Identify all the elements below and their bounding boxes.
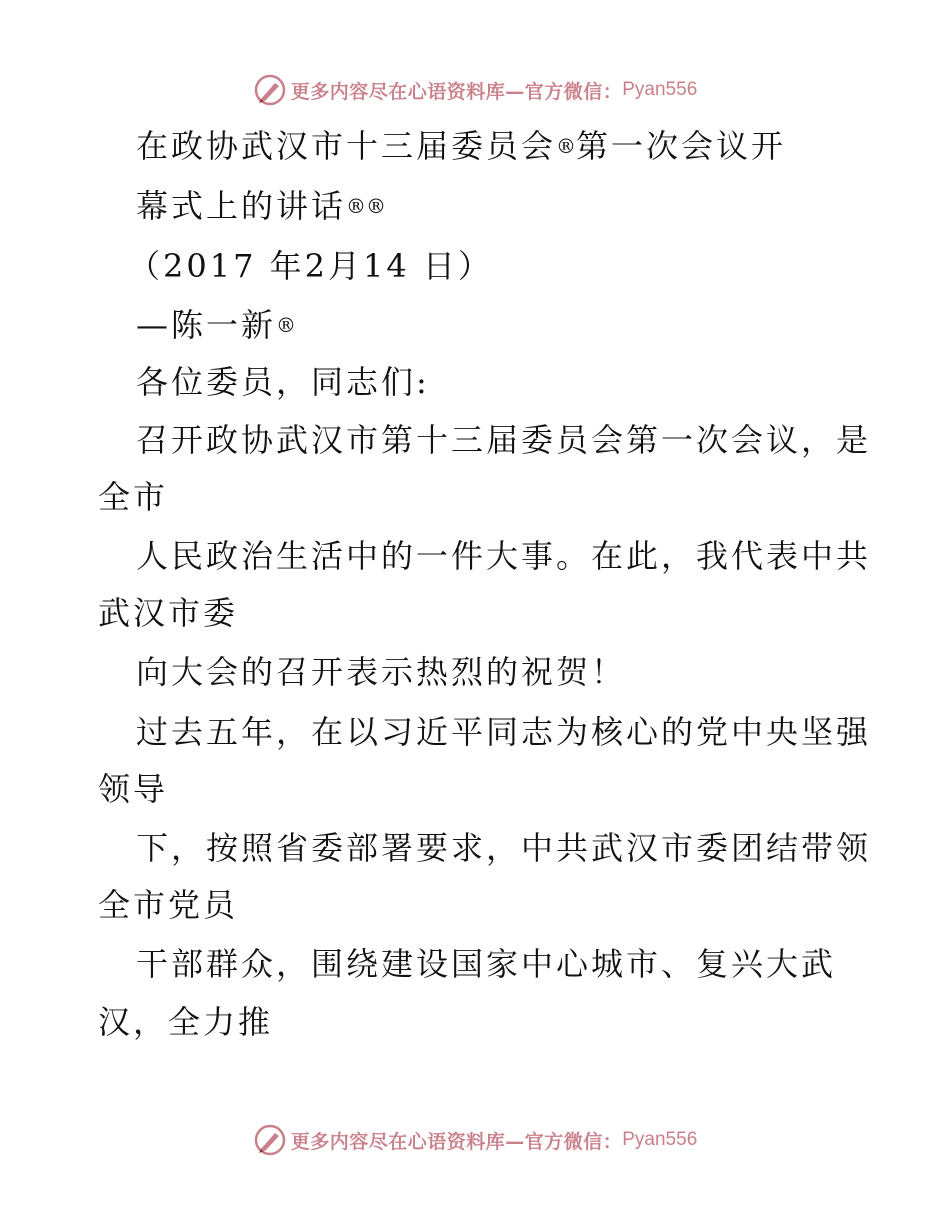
title-line-1: 在政协武汉市十三届委员会®第一次会议开 [136, 127, 787, 165]
paragraph-line: 干部群众，围绕建设国家中心城市、复兴大武 [136, 945, 837, 983]
registered-mark: ® [366, 194, 387, 218]
paragraph-line: 召开政协武汉市第十三届委员会第一次会议，是 [136, 421, 872, 459]
paragraph-line: 人民政治生活中的一件大事。在此，我代表中共 [136, 537, 872, 575]
watermark-text: 更多内容尽在心语资料库—官方微信： [290, 1130, 623, 1153]
speaker-line: —陈一新® [136, 306, 297, 344]
watermark-footer [0, 1120, 950, 1160]
registered-mark: ® [346, 194, 367, 218]
paragraph-line: 领导 [98, 770, 169, 808]
paragraph-line: 全市党员 [98, 886, 239, 924]
registered-mark: ® [276, 313, 297, 337]
pen-logo-icon [253, 73, 287, 107]
paragraph-line: 向大会的召开表示热烈的祝贺！ [136, 653, 627, 691]
watermark-id: Pyan556 [622, 1129, 698, 1150]
paragraph-line: 武汉市委 [98, 594, 239, 632]
watermark-text: 更多内容尽在心语资料库—官方微信： [290, 80, 623, 103]
watermark-id: Pyan556 [622, 79, 698, 100]
watermark-header [0, 70, 950, 110]
paragraph-line: 过去五年，在以习近平同志为核心的党中央坚强 [136, 713, 872, 751]
paragraph-line: 各位委员，同志们: [136, 363, 430, 401]
paragraph-line: 全市 [98, 478, 169, 516]
pen-logo-icon [253, 1123, 287, 1157]
paragraph-line: 汉，全力推 [98, 1003, 274, 1041]
speech-date: （2017 年2月14 日） [128, 247, 493, 285]
title-line-2: 幕式上的讲话®® [136, 187, 387, 225]
paragraph-line: 下，按照省委部署要求，中共武汉市委团结带领 [136, 829, 872, 867]
registered-mark: ® [556, 134, 577, 158]
